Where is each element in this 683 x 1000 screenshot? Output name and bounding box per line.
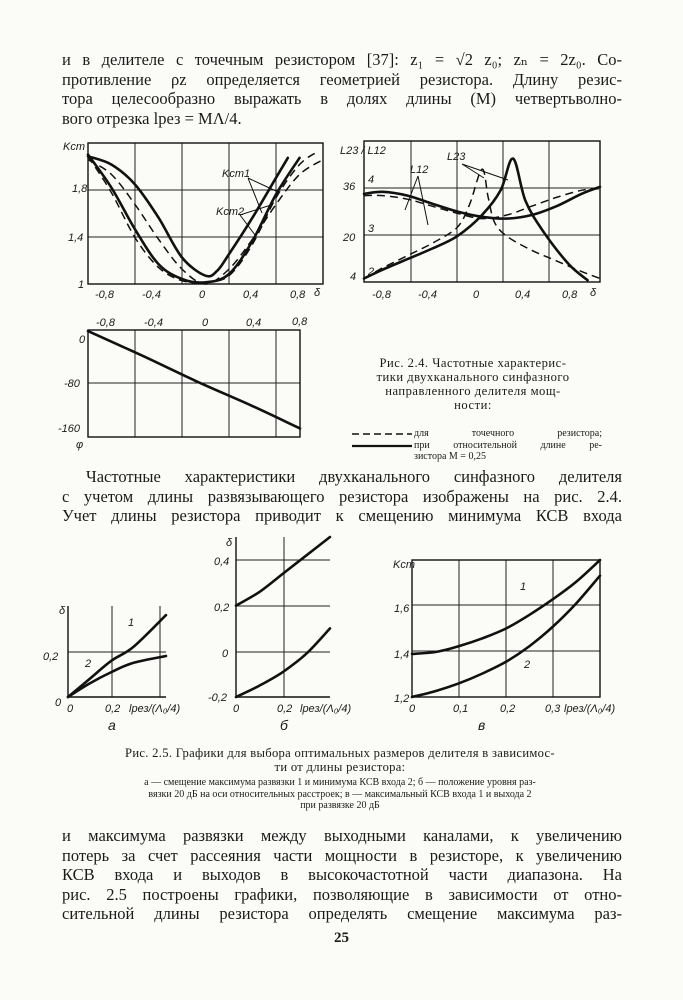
x-tick-label: -0,8 (95, 289, 114, 301)
caption-line: ности: (454, 398, 492, 412)
text-line: и максимума развязки между выходными каналами, к увеличению (62, 826, 622, 845)
y-tick-label: -160 (58, 423, 81, 435)
x-tick-label: 0,4 (243, 289, 259, 301)
caption-line: а — смещение максимума развязки 1 и минимума КСВ входа 2; б — положение уровня раз- (144, 777, 536, 788)
y-axis-label: δ (59, 605, 66, 617)
curve-label: 1 (520, 581, 527, 593)
x-axis-label: δ (314, 287, 321, 299)
caption-line: вязки 20 дБ на оси относительных расстроек; в — максимальный КСВ входа 1 и выхода 2 (148, 788, 532, 800)
curve-label: 2 (85, 658, 92, 670)
curve-label: 1 (128, 617, 135, 629)
text-line: и в делителе с точечным резистором [37]: z₁ = √2 z₀; zₙ = 2z₀. Со- (62, 50, 622, 69)
x-axis-label: δ (590, 287, 597, 299)
y-tick-label: -0,2 (208, 692, 227, 704)
x-tick-label: 0,8 (562, 289, 578, 301)
legend-text: для точечного резистора; (414, 428, 602, 439)
fig25a-chart (43, 605, 181, 733)
y-tick-label: 0,2 (43, 651, 59, 663)
y-tick-label: 1 (78, 279, 85, 291)
legend-swatch-solid (352, 440, 414, 451)
fig24-right-chart (340, 141, 600, 301)
x-tick-label: 0 (67, 703, 74, 715)
x-tick-label: -0,8 (372, 289, 391, 301)
y-tick-label: 1,6 (394, 603, 410, 615)
y-tick-label: 1,4 (68, 232, 84, 244)
x-tick-label: 0 (202, 317, 209, 329)
curve-label: Kст1 (222, 168, 251, 180)
y-axis-label: Kст (63, 141, 85, 153)
x-tick-label: 0 (199, 289, 206, 301)
legend-row-solid (352, 440, 602, 452)
page-number: 25 (334, 930, 349, 946)
panel-label: б (280, 717, 288, 733)
legend-text: зистора M = 0,25 (414, 451, 486, 462)
x-axis-label: lрез/(Λ₀/4) (564, 703, 616, 715)
caption-line: тики двухканального синфазного (376, 370, 570, 384)
y-tick-label: 0,2 (214, 602, 230, 614)
x-tick-label: 0,2 (277, 703, 293, 715)
paragraph-continuation (62, 826, 622, 924)
plot-frame (88, 143, 323, 284)
y-tick-label: 36 (343, 181, 356, 193)
fig2.5b-series-0 (236, 537, 330, 606)
fig2.4-right-series-2 (364, 159, 588, 281)
y-tick-label: 2 (368, 266, 375, 278)
y-tick-label: 1,4 (394, 649, 410, 661)
y-axis-label: φ (76, 439, 84, 451)
x-tick-label: 0,4 (246, 317, 262, 329)
curve-label: 2 (524, 659, 531, 671)
text-line: Частотные характеристики двухканального синфазного делителя (86, 467, 622, 486)
text-line: КСВ входа и выходов в высокочастотной части диапазона. На (62, 865, 622, 885)
x-tick-label: 0,2 (500, 703, 516, 715)
legend-row-dashed (352, 428, 602, 440)
x-tick-label: 0 (233, 703, 240, 715)
y-tick-label: 20 (343, 232, 356, 244)
y-tick-label: -80 (64, 378, 80, 390)
fig25b-chart (208, 537, 352, 733)
y-tick-label: 0,4 (214, 556, 230, 568)
text-line: сительной длины резистора определять смещение максимума раз- (62, 904, 622, 924)
gridlines (88, 143, 323, 284)
x-tick-label: 0,2 (105, 703, 121, 715)
x-tick-label: -0,8 (96, 317, 115, 329)
text-line: с учетом длины развязывающего резистора изображены на рис. 2.4. (62, 486, 622, 506)
curve-label: L23 (447, 151, 466, 163)
text-line: противление ρz определяется геометрией резистора. Длину резис- (62, 69, 622, 89)
curve-label: L12 (410, 164, 429, 176)
x-tick-label: 0,8 (290, 289, 306, 301)
fig2.4-left-series-3 (88, 155, 300, 283)
x-tick-label: -0,4 (418, 289, 437, 301)
panel-label: а (108, 717, 116, 733)
text-line: Учет длины резистора приводит к смещению минимума КСВ входа (62, 506, 622, 526)
x-tick-label: 0,8 (292, 316, 308, 328)
figure-2-4-caption (348, 356, 598, 412)
y-axis-label: δ (226, 537, 233, 549)
text-line: вого отрезка lрез = MΛ/4. (62, 108, 242, 128)
y-tick-label: 1,2 (394, 693, 410, 705)
panel-label: в (478, 717, 486, 733)
caption-line: ти от длины резистора: (274, 760, 406, 774)
legend-text: при относительной длине ре- (414, 439, 602, 451)
text-line: рис. 2.5 построены графики, позволяющие в зависимости от отно- (62, 884, 622, 904)
fig2.5a-series-1 (68, 656, 166, 697)
fig2.4-left-series-1 (88, 156, 288, 276)
y-axis-label: L23 / L12 (340, 145, 386, 157)
text-line: тора целесообразно выражать в долях длины (M) четвертьволно- (62, 89, 622, 109)
x-tick-label: 0 (409, 703, 416, 715)
paragraph-fig24-text (62, 467, 622, 526)
y-tick-label: 1,8 (72, 183, 88, 195)
y-tick-label: 4 (368, 174, 375, 186)
fig25v-chart (393, 559, 616, 733)
x-tick-label: -0,4 (142, 289, 161, 301)
x-tick-label: -0,4 (144, 317, 163, 329)
x-axis-label: lрез/(Λ₀/4) (129, 703, 181, 715)
figure-2-5-caption-detail (60, 777, 620, 812)
fig24-bottom-chart (58, 316, 308, 451)
caption-line: Рис. 2.4. Частотные характерис- (379, 356, 567, 370)
text-line: потерь за счет рассеяния части мощности в резисторе, к увеличению (62, 845, 622, 865)
legend-swatch-dashed (352, 428, 414, 439)
x-tick-label: 0 (473, 289, 480, 301)
fig24-left-chart (63, 141, 323, 301)
y-axis-label: Kст (393, 559, 415, 571)
fig2.4-bottom-series-0 (88, 331, 300, 428)
y-tick-label: 0 (79, 334, 86, 346)
caption-line: при развязке 20 дБ (300, 800, 380, 811)
fig2.4-left-series-0 (88, 160, 323, 284)
x-tick-label: 0,1 (453, 703, 469, 715)
x-axis-label: lрез/(Λ₀/4) (300, 703, 352, 715)
x-tick-label: 0,4 (515, 289, 531, 301)
y-tick-label: 3 (368, 223, 375, 235)
fig2.5a-series-0 (68, 615, 166, 697)
fig2.5b-series-1 (236, 628, 330, 697)
y-tick-label: 0 (55, 697, 62, 709)
y-tick-label: 0 (222, 648, 229, 660)
curve-label: Kст2 (216, 206, 245, 218)
caption-line: Рис. 2.5. Графики для выбора оптимальных размеров делителя в зависимос- (125, 746, 555, 760)
y-tick-label: 4 (350, 271, 357, 283)
caption-line: направленного делителя мощ- (385, 384, 561, 398)
figure-2-5-caption (60, 746, 620, 774)
figure-2-4-legend (352, 428, 602, 463)
x-tick-label: 0,3 (545, 703, 561, 715)
